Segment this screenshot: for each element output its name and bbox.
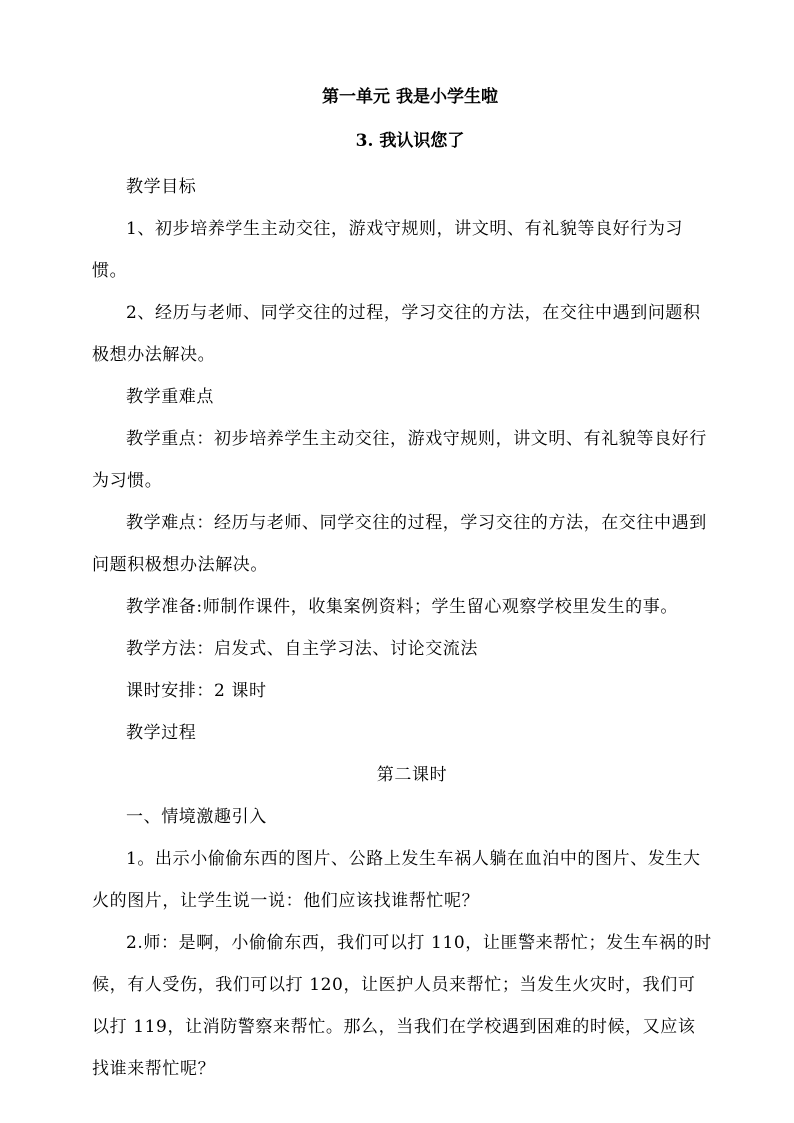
objective-1: 1、初步培养学生主动交往，游戏守规则，讲文明、有礼貌等良好行为习惯。 — [92, 219, 684, 281]
step-1: 1。出示小偷偷东西的图片、公路上发生车祸人躺在血泊中的图片、发生大火的图片，让学生说一说：他们应该找谁帮忙呢？ — [92, 849, 701, 911]
class-schedule: 课时安排：2 课时 — [126, 681, 267, 701]
lesson-title: 3. 我认识您了 — [355, 131, 465, 151]
unit-title: 第一单元 我是小学生啦 — [322, 87, 498, 107]
key-points-heading: 教学重难点 — [126, 387, 214, 407]
step-2: 2.师：是啊，小偷偷东西，我们可以打 110，让匪警来帮忙；发生车祸的时候，有人受伤，我们可以打 120，让医护人员来帮忙；当发生火灾时，我们可以打 119，让消防警察来帮忙。那么，当我们在学校遇到困难的时候，又应该找谁来帮忙呢？ — [92, 933, 712, 1079]
section-1-heading: 一、情境激趣引入 — [126, 807, 267, 827]
difficult-point: 教学难点：经历与老师、同学交往的过程，学习交往的方法，在交往中遇到问题积极想办法解决。 — [92, 513, 707, 575]
key-point: 教学重点：初步培养学生主动交往，游戏守规则，讲文明、有礼貌等良好行为习惯。 — [92, 429, 707, 491]
process-heading: 教学过程 — [126, 723, 197, 743]
objective-2: 2、经历与老师、同学交往的过程，学习交往的方法，在交往中遇到问题积极想办法解决。 — [92, 303, 701, 365]
session-title: 第二课时 — [376, 765, 448, 785]
teaching-methods: 教学方法：启发式、自主学习法、讨论交流法 — [126, 639, 478, 659]
objectives-heading: 教学目标 — [126, 177, 197, 197]
teaching-preparation: 教学准备:师制作课件，收集案例资料；学生留心观察学校里发生的事。 — [126, 597, 678, 617]
document-body — [92, 80, 712, 1090]
